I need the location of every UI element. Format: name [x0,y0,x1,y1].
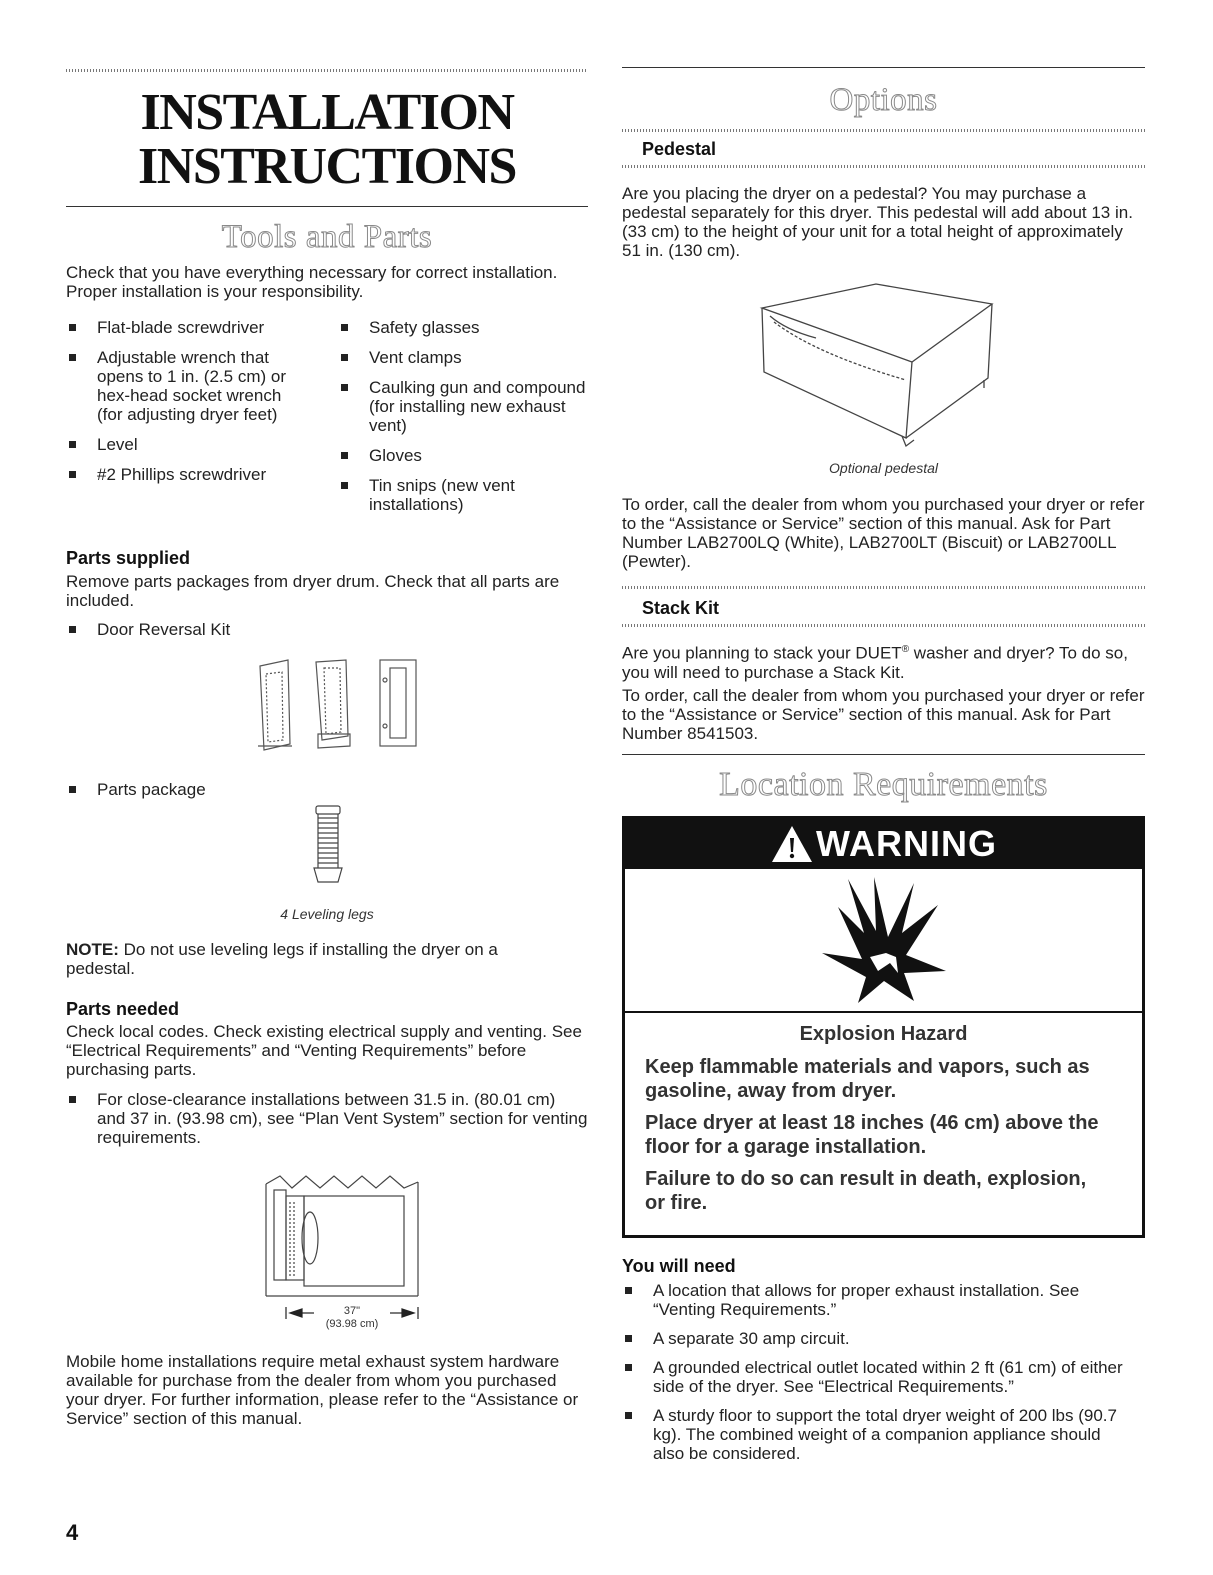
tool-item: Safety glasses [338,318,588,337]
mobile-home-text: Mobile home installations require metal exhaust system hardware available for purchase from the dealer from whom you purchased your dryer. For further information, please refer to the “Assistance or Service” section of this manual. [66,1352,579,1428]
stack-text-part2: washer and dryer? To do so, you will need to purchase a Stack Kit. [622,643,1128,682]
parts-supplied-text: Remove parts packages from dryer drum. Check that all parts are included. [66,572,560,610]
parts-needed-heading: Parts needed [66,999,180,1019]
tools-heading: Tools and Parts [221,219,433,255]
hazard-line: Failure to do so can result in death, explosion, or fire. [645,1168,1087,1214]
tools-intro: Check that you have everything necessary for correct installation. Proper installation is your responsibility. [66,263,558,301]
tool-item: Gloves [338,446,588,465]
location-top-rule [622,754,1145,755]
parts-package-item: Parts package [66,780,588,799]
stack-kit-text [622,640,1145,682]
note-label: NOTE: [66,940,119,959]
need-item: A sturdy floor to support the total dryer weight of 200 lbs (90.7 kg). The combined weight of a companion appliance should also be considered. [622,1406,1132,1463]
tool-item: Level [66,435,316,454]
door-reversal-kit-item: Door Reversal Kit [66,620,588,639]
section-rule [66,206,588,207]
pedestal-text: Are you placing the dryer on a pedestal? You may purchase a pedestal separately for this dryer. This pedestal will add about 13 in. (33 cm) to the height of your unit for a total height of approximately 51 in. (130 cm). [622,184,1133,260]
pedestal-dotted-rule-top [622,129,1145,132]
options-top-rule [622,67,1145,68]
page-title-line1: INSTALLATION [140,84,514,141]
hazard-text-panel [625,1013,1142,1215]
you-will-need-heading: You will need [622,1256,736,1276]
need-item: A location that allows for proper exhaust installation. See “Venting Requirements.” [622,1281,1132,1319]
pedestal-caption: Optional pedestal [829,460,938,476]
pedestal-order-text: To order, call the dealer from whom you purchased your dryer or refer to the “Assistance or Service” section of this manual. Ask for Part Number LAB2700LQ (White), LAB2700LT (Biscuit) or LAB2700LL (Pewter). [622,495,1145,571]
tool-item: Tin snips (new vent installations) [338,476,588,514]
tool-item: Flat-blade screwdriver [66,318,316,337]
hazard-title: Explosion Hazard [799,1023,968,1045]
dimension-cm: (93.98 cm) [325,1318,379,1330]
options-heading: Options [829,82,938,118]
close-clearance-illustration [262,1172,424,1298]
tool-item: #2 Phillips screwdriver [66,465,316,484]
warning-box [622,816,1145,1238]
door-reversal-kit-illustration [252,654,428,758]
need-item: A grounded electrical outlet located within 2 ft (61 cm) of either side of the dryer. See “Electrical Requirements.” [622,1358,1132,1396]
tools-list-right [338,318,588,514]
warning-banner [625,819,1142,869]
stack-dotted-rule-top [622,586,1145,589]
tool-item: Caulking gun and compound (for installing new exhaust vent) [338,378,588,435]
registered-mark: ® [901,644,910,655]
explosion-symbol-panel [625,869,1142,1013]
stack-kit-order-text: To order, call the dealer from whom you purchased your dryer or refer to the “Assistance or Service” section of this manual. Ask for Part Number 8541503. [622,686,1145,743]
tools-list-left [66,318,316,484]
location-heading: Location Requirements [719,766,1048,803]
page-number: 4 [66,1520,79,1545]
pedestal-heading: Pedestal [642,139,717,159]
you-will-need-list [622,1281,1132,1463]
hazard-line: Keep flammable materials and vapors, such as gasoline, away from dryer. [645,1056,1090,1102]
hazard-line: Place dryer at least 18 inches (46 cm) above the floor for a garage installation. [645,1112,1099,1158]
stack-kit-heading: Stack Kit [642,598,720,618]
note-text: Do not use leveling legs if installing the dryer on a pedestal. [66,940,498,978]
parts-package-list [66,780,588,799]
dimension-inches: 37" [343,1305,361,1317]
close-clearance-item: For close-clearance installations between 31.5 in. (80.01 cm) and 37 in. (93.98 cm), see “Plan Vent System” section for venting requirements. [66,1090,588,1147]
warning-label: WARNING [816,823,997,864]
pedestal-dotted-rule-bottom [622,165,1145,168]
need-item: A separate 30 amp circuit. [622,1329,1132,1348]
leveling-leg-illustration [308,802,348,888]
stack-dotted-rule-bottom [622,624,1145,627]
clearance-dimension [284,1304,420,1330]
note-paragraph [66,940,546,978]
page-title-line2: INSTRUCTIONS [138,138,516,195]
top-dotted-rule [66,69,588,72]
pedestal-illustration [756,280,996,448]
leveling-legs-caption: 4 Leveling legs [280,906,374,922]
explosion-icon [818,873,954,1007]
page-title [66,86,588,194]
parts-needed-text: Check local codes. Check existing electrical supply and venting. See “Electrical Requirements” and “Venting Requirements” before purchasing parts. [66,1022,582,1079]
tool-item: Adjustable wrench that opens to 1 in. (2.5 cm) or hex-head socket wrench (for adjusting dryer feet) [66,348,316,424]
stack-text-part1: Are you planning to stack your DUET [622,643,902,663]
parts-supplied-list [66,620,588,639]
tool-item: Vent clamps [338,348,588,367]
parts-needed-list [66,1090,588,1147]
parts-supplied-heading: Parts supplied [66,548,191,568]
warning-triangle-icon [770,824,814,864]
dimension-arrows [284,1307,420,1319]
